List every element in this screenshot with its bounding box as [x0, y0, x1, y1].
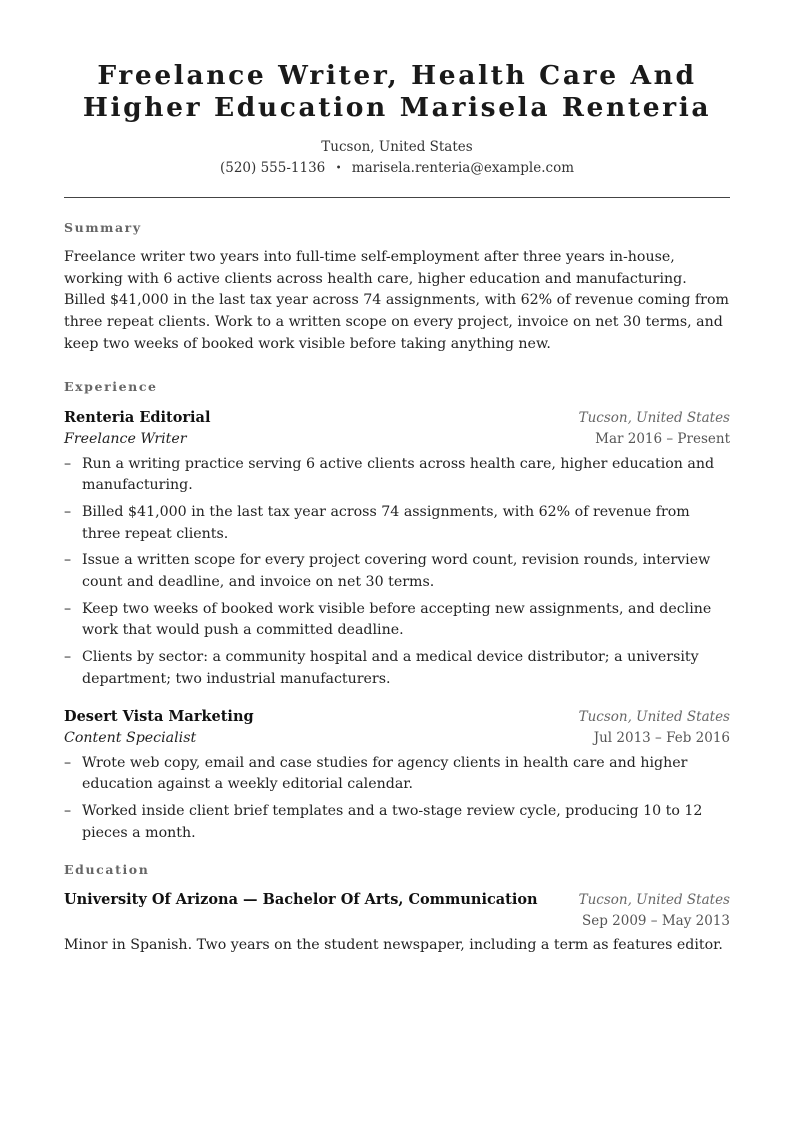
job-role: Content Specialist	[64, 729, 197, 746]
job-location: Tucson, United States	[578, 409, 730, 426]
header-divider	[64, 197, 730, 198]
bullet-marker: –	[64, 455, 72, 472]
bullet-text: Clients by sector: a community hospital and a medical device distributor; a university department; two industrial manufacturers.	[82, 649, 699, 687]
job-entry	[64, 706, 730, 845]
job-bullets	[64, 753, 730, 845]
bullet-marker: –	[64, 503, 72, 520]
bullet-marker: –	[64, 600, 72, 617]
education-dates: Sep 2009 – May 2013	[581, 913, 730, 930]
job-bullets	[64, 454, 730, 691]
job-bullet	[64, 753, 730, 796]
job-bullet	[64, 550, 730, 593]
job-bullet	[64, 599, 730, 642]
job-location: Tucson, United States	[578, 708, 730, 725]
education-note: Minor in Spanish. Two years on the student newspaper, including a term as features editor.	[64, 937, 723, 954]
bullet-text: Wrote web copy, email and case studies for agency clients in health care and higher education against a weekly editorial calendar.	[82, 754, 688, 793]
education-degree: University Of Arizona — Bachelor Of Arts, Communication	[64, 891, 538, 909]
job-company: Desert Vista Marketing	[64, 707, 254, 725]
job-dates: Mar 2016 – Present	[595, 430, 730, 447]
bullet-marker: –	[64, 802, 72, 819]
bullet-text: Worked inside client brief templates and a two-stage review cycle, producing 10 to 12 pieces a month.	[82, 802, 703, 841]
education-entry	[64, 889, 730, 957]
bullet-marker: –	[64, 552, 72, 569]
experience-heading: Experience	[64, 378, 158, 394]
bullet-text: Keep two weeks of booked work visible before accepting new assignments, and decline work that would push a committed deadline.	[82, 600, 712, 639]
education-location: Tucson, United States	[578, 892, 730, 909]
email-address: marisela.renteria@example.com	[351, 160, 575, 176]
contact-line	[64, 158, 730, 180]
job-bullet	[64, 502, 730, 545]
job-bullet	[64, 454, 730, 497]
job-bullet	[64, 801, 730, 844]
phone-number: (520) 555-1136	[219, 160, 326, 176]
job-bullet	[64, 647, 730, 690]
job-role: Freelance Writer	[64, 430, 187, 447]
summary-text: Freelance writer two years into full-time self-employment after three years in-house, working with 6 active clients across health care, higher education and manufacturing. Billed $41,000 in the last tax year across 74 assignments, with 62% of revenue coming from three repeat clients. Work to a written scope on every project, invoice on net 30 terms, and keep two weeks of booked work visible before taking anything new.	[64, 249, 729, 352]
candidate-name: Freelance Writer, Health Care And Higher Education Marisela Renteria	[82, 60, 712, 123]
summary-heading: Summary	[64, 220, 142, 235]
resume-page	[64, 0, 730, 957]
job-entry	[64, 407, 730, 691]
job-dates: Jul 2013 – Feb 2016	[593, 729, 730, 746]
contact-separator: •	[335, 163, 342, 174]
bullet-marker: –	[64, 649, 72, 666]
candidate-location: Tucson, United States	[321, 139, 473, 155]
job-company: Renteria Editorial	[64, 408, 211, 426]
education-heading: Education	[64, 862, 150, 878]
bullet-text: Issue a written scope for every project covering word count, revision rounds, interview count and deadline, and invoice on net 30 terms.	[82, 552, 711, 591]
bullet-text: Run a writing practice serving 6 active clients across health care, higher education and manufacturing.	[82, 455, 715, 494]
bullet-marker: –	[64, 754, 72, 771]
bullet-text: Billed $41,000 in the last tax year across 74 assignments, with 62% of revenue from three repeat clients.	[82, 503, 690, 542]
